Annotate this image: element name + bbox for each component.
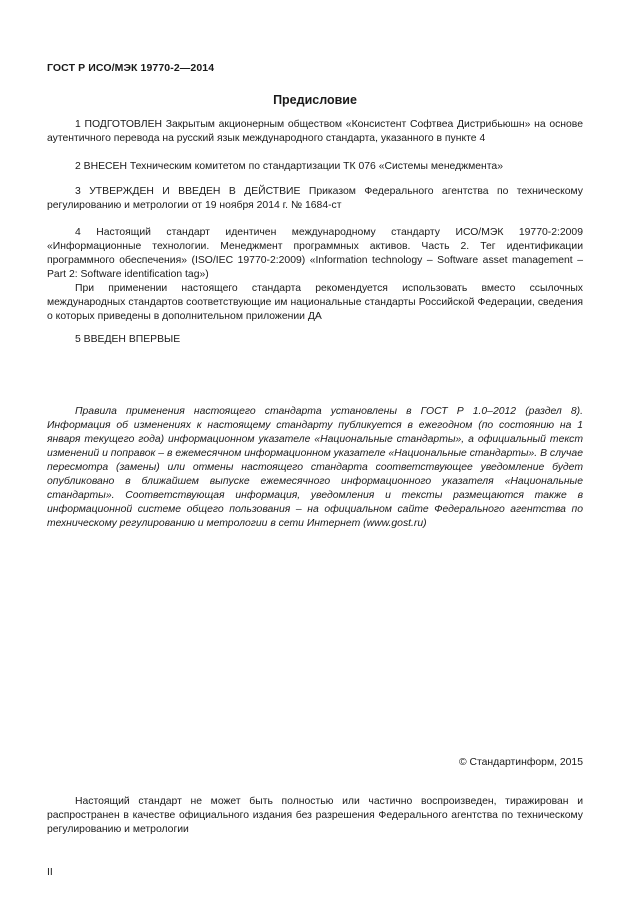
item-1: [47, 118, 583, 146]
footer-notice: [47, 795, 583, 837]
application-notice: [47, 405, 583, 531]
copyright: © Стандартинформ, 2015: [458, 757, 583, 768]
item-4-text: 4 Настоящий стандарт идентичен международному стандарту ИСО/МЭК 19770-2:2009 «Информационные технологии. Менеджмент программных активов. Часть 2. Тег идентификации программного обеспечения» (ISO/IEC 19770-2:2009) «Information technology – Software asset management – Part 2: Software identification tag»): [47, 227, 583, 280]
page-title: Предисловие: [273, 93, 357, 107]
document-code: ГОСТ Р ИСО/МЭК 19770-2—2014: [47, 62, 215, 74]
item-1-text: 1 ПОДГОТОВЛЕН Закрытым акционерным обществом «Консистент Софтвеа Дистрибьюшн» на основе аутентичного перевода на русский язык международного стандарта, указанного в пункте 4: [47, 119, 583, 144]
item-3-text: 3 УТВЕРЖДЕН И ВВЕДЕН В ДЕЙСТВИЕ Приказом Федерального агентства по техническому регулированию и метрологии от 19 ноября 2014 г. № 1684-ст: [47, 186, 583, 211]
footer-text: Настоящий стандарт не может быть полностью или частично воспроизведен, тиражирован и распространен в качестве официального издания без разрешения Федерального агентства по техническому регулированию и метрологии: [47, 796, 583, 835]
item-5-text: 5 ВВЕДЕН ВПЕРВЫЕ: [75, 334, 181, 345]
item-3: [47, 185, 583, 213]
item-2-text: 2 ВНЕСЕН Техническим комитетом по стандартизации ТК 076 «Системы менеджмента»: [75, 161, 503, 172]
item-2: [47, 160, 583, 174]
item-4-note: При применении настоящего стандарта рекомендуется использовать вместо ссылочных международных стандартов соответствующие им национальные стандарты Российской Федерации, сведения о которых приведены в дополнительном приложении ДА: [47, 283, 583, 322]
item-5: [47, 333, 583, 347]
page-number: II: [47, 867, 53, 878]
item-4: [47, 226, 583, 324]
notice-text: Правила применения настоящего стандарта установлены в ГОСТ Р 1.0–2012 (раздел 8). Информация об изменениях к настоящему стандарту публикуется в ежегодном (по состоянию на 1 января текущего года) информационном указателе «Национальные стандарты», а официальный текст изменений и поправок – в ежемесячном информационном указателе «Национальные стандарты». В случае пересмотра (замены) или отмены настоящего стандарта соответствующее уведомление будет опубликовано в ближайшем выпуске ежемесячного информационного указателя «Национальные стандарты». Соответствующая информация, уведомления и тексты размещаются также в информационной системе общего пользования – на официальном сайте Федерального агентства по техническому регулированию и метрологии в сети Интернет (www.gost.ru): [47, 406, 583, 529]
